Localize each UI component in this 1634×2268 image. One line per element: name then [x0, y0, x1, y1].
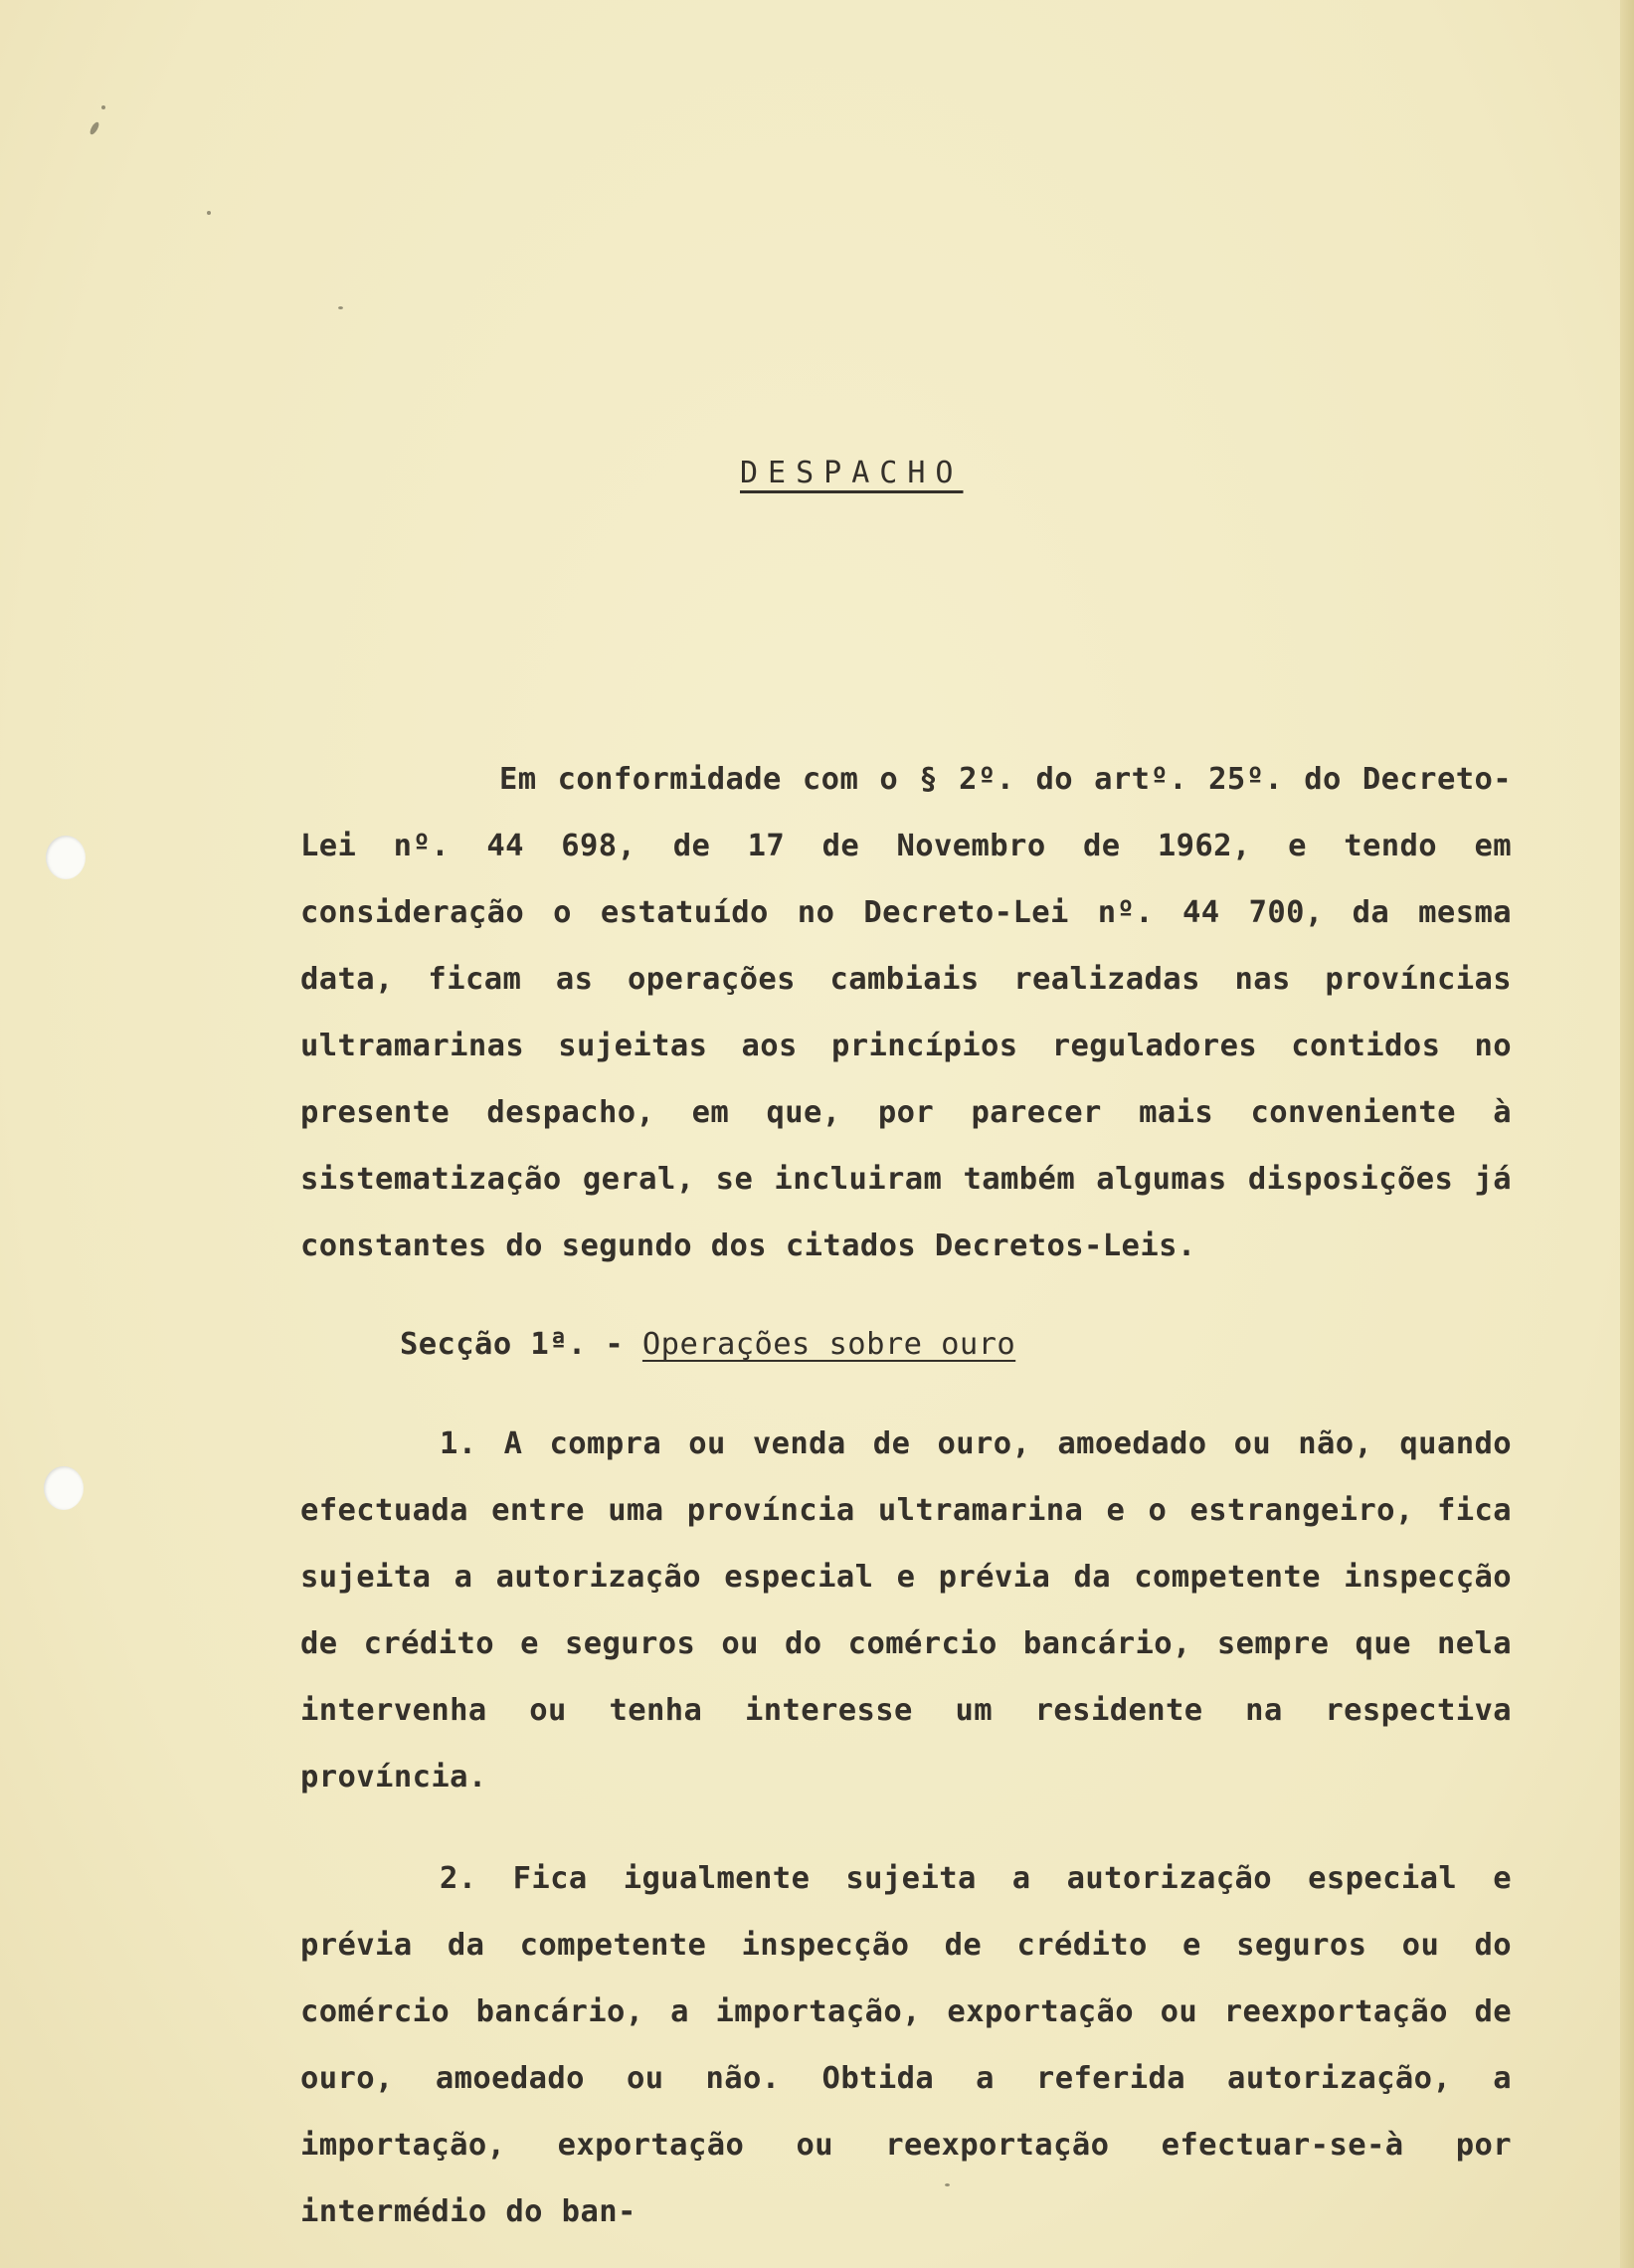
- paragraph-2: 2. Fica igualmente sujeita a autorização especial e prévia da competente inspecção de crédito e seguros ou do comércio bancário, a importação, exportação ou reexportação de ouro, amoedado ou não. Obtida a referida autorização, a importação, exportação ou reexportação efectuar-se-à por intermédio do ban-: [300, 1861, 1512, 2229]
- section-label: Secção 1ª. -: [400, 1327, 642, 1362]
- page-edge: [1620, 0, 1634, 2268]
- paper-speck: [89, 120, 100, 135]
- document-title: DESPACHO: [740, 456, 964, 490]
- paper-speck: [207, 211, 211, 215]
- paragraph-1: 1. A compra ou venda de ouro, amoedado ou não, quando efectuada entre uma província ultramarina e o estrangeiro, fica sujeita a autorização especial e prévia da competente inspecção de crédito e seguros ou do comércio bancário, sempre que nela intervenha ou tenha interesse um residente na respectiva província.: [300, 1426, 1512, 1795]
- intro-paragraph: Em conformidade com o § 2º. do artº. 25º. do Decreto-Lei nº. 44 698, de 17 de Novembro de 1962, e tendo em consideração o estatuído no Decreto-Lei nº. 44 700, da mesma data, ficam as operações cambiais realizadas nas províncias ultramarinas sujeitas aos princípios reguladores contidos no presente despacho, em que, por parecer mais conveniente à sistematização geral, se incluiram também algumas disposições já constantes do segundo dos citados Decretos-Leis.: [300, 762, 1512, 1263]
- section-heading: [400, 1311, 1015, 1378]
- section-title: Operações sobre ouro: [641, 1327, 1016, 1362]
- paper-speck: [338, 306, 343, 309]
- punch-hole: [46, 836, 86, 879]
- punch-hole: [44, 1466, 84, 1510]
- paper-speck: [101, 105, 105, 109]
